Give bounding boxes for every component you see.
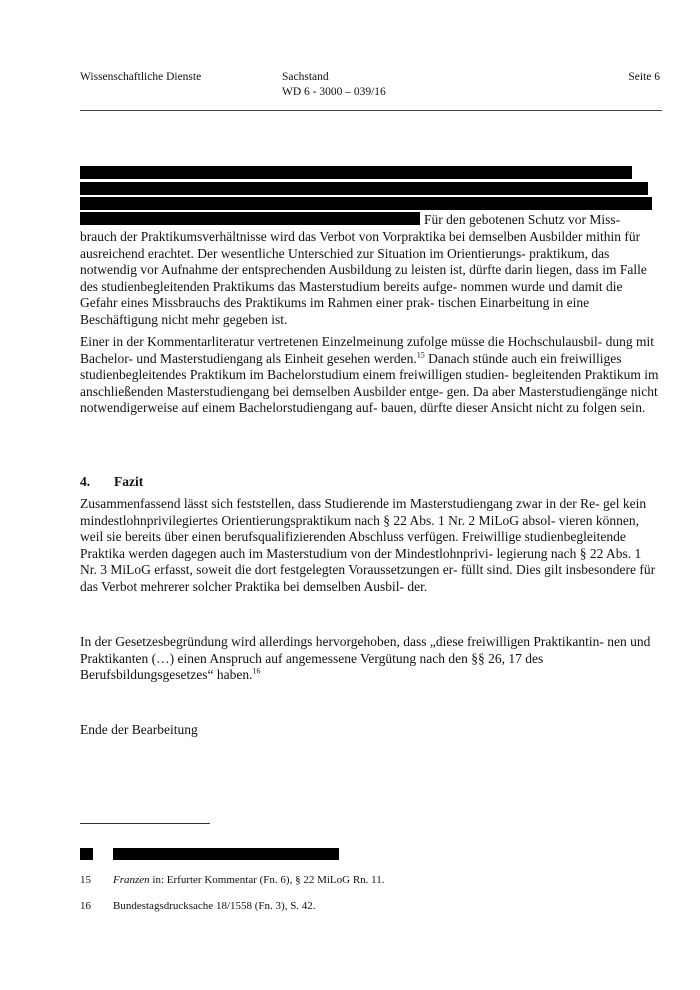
section-heading	[80, 474, 143, 490]
paragraph-3	[80, 496, 660, 595]
redaction-bar	[80, 197, 652, 210]
paragraph-2-text	[80, 334, 660, 417]
section-title: Fazit	[114, 474, 144, 489]
footnote-number: 15	[80, 874, 91, 886]
header-doc-info	[282, 70, 386, 100]
header-page-number: Seite 6	[628, 71, 660, 83]
paragraph-4-text	[80, 634, 660, 684]
paragraph-4-body: In der Gesetzesbegründung wird allerdings hervorgehoben, dass „diese freiwilligen Praktikantin- nen und Praktikanten (…) einen Anspruch auf angemessene Vergütung nach den §§ 26, 17 des Berufsbildungsgesetzes“ haben.	[80, 634, 651, 682]
paragraph-3-text: Zusammenfassend lässt sich feststellen, dass Studierende im Masterstudiengang zwar in der Re- gel kein mindestlohnprivilegiertes Orientierungspraktikum nach § 22 Abs. 1 Nr. 2 MiLoG absol- vieren können, weil sie bereits über einen berufsqualifizierenden Abschluss verfügen. Freiwillige studienbegleitende Praktika werden dagegen auch im Masterstudium von der Mindestlohnprivi- legierung nach § 22 Abs. 1 Nr. 3 MiLoG erfasst, soweit die dort festgelegten Voraussetzungen er- füllt sind. Dies gilt insbesondere für das Verbot mehrerer solcher Praktika bei demselben Ausbil- der.	[80, 496, 656, 594]
footnote-ref-16[interactable]: 16	[252, 666, 261, 676]
footnote-author: Franzen	[113, 874, 150, 886]
footnote-15	[80, 873, 385, 887]
redaction-bar	[113, 848, 339, 860]
footnote-number: 16	[80, 900, 91, 912]
footnote-divider	[80, 823, 210, 824]
paragraph-1-text: brauch der Praktikumsverhältnisse wird das Verbot von Vorpraktika bei demselben Ausbilder mithin für ausreichend erachtet. Der wesentliche Unterschied zur Situation im Orientierungs- praktikum, das notwendig vor Aufnahme der entsprechenden Ausbildung zu leisten ist, dürfte darin liegen, dass im Falle des studienbegleitenden Praktikums das Masterstudium bereits aufge- nommen wurde und damit die Gefahr eines Missbrauchs des Praktikums im Rahmen einer prak- tischen Einarbeitung in eine Beschäftigung nicht mehr gegeben ist.	[80, 229, 647, 327]
paragraph-1	[80, 229, 660, 328]
redaction-bar	[80, 212, 420, 225]
closing-line: Ende der Bearbeitung	[80, 722, 198, 737]
redaction-bar	[80, 848, 93, 860]
paragraph-2-part2: Danach stünde auch ein freiwilliges studienbegleitendes Praktikum im Bachelorstudium einem freiwilligen studien- begleitenden Praktikum im anschließenden Masterstudiengang bei demselben Ausbilder entge- gen. Da aber Masterstudiengänge nicht notwendigerweise auf einem Bachelorstudiengang auf- bauen, dürfte dieser Ansicht nicht zu folgen sein.	[80, 350, 659, 415]
footnote-text: Bundestagsdrucksache 18/1558 (Fn. 3), S. 42.	[113, 900, 316, 912]
footnote-text: in: Erfurter Kommentar (Fn. 6), § 22 MiLoG Rn. 11.	[149, 874, 385, 886]
header-divider	[80, 110, 662, 111]
section-number: 4.	[80, 474, 91, 489]
header-doc-id: WD 6 - 3000 – 039/16	[282, 86, 386, 98]
redaction-bar	[80, 166, 632, 179]
paragraph-2	[80, 334, 660, 417]
header-doc-type: Sachstand	[282, 71, 329, 83]
redaction-bar	[80, 182, 648, 195]
paragraph-4	[80, 634, 660, 684]
header-org: Wissenschaftliche Dienste	[80, 71, 202, 83]
footnote-16	[80, 899, 316, 913]
paragraph-2-part1: Einer in der Kommentarliteratur vertretenen Einzelmeinung zufolge müsse die Hochschulausbil- dung mit Bachelor- und Masterstudiengang als Einheit gesehen werden.	[80, 334, 654, 366]
footnote-ref-15[interactable]: 15	[416, 350, 425, 359]
paragraph-1-first-line: Für den gebotenen Schutz vor Miss-	[424, 212, 621, 227]
